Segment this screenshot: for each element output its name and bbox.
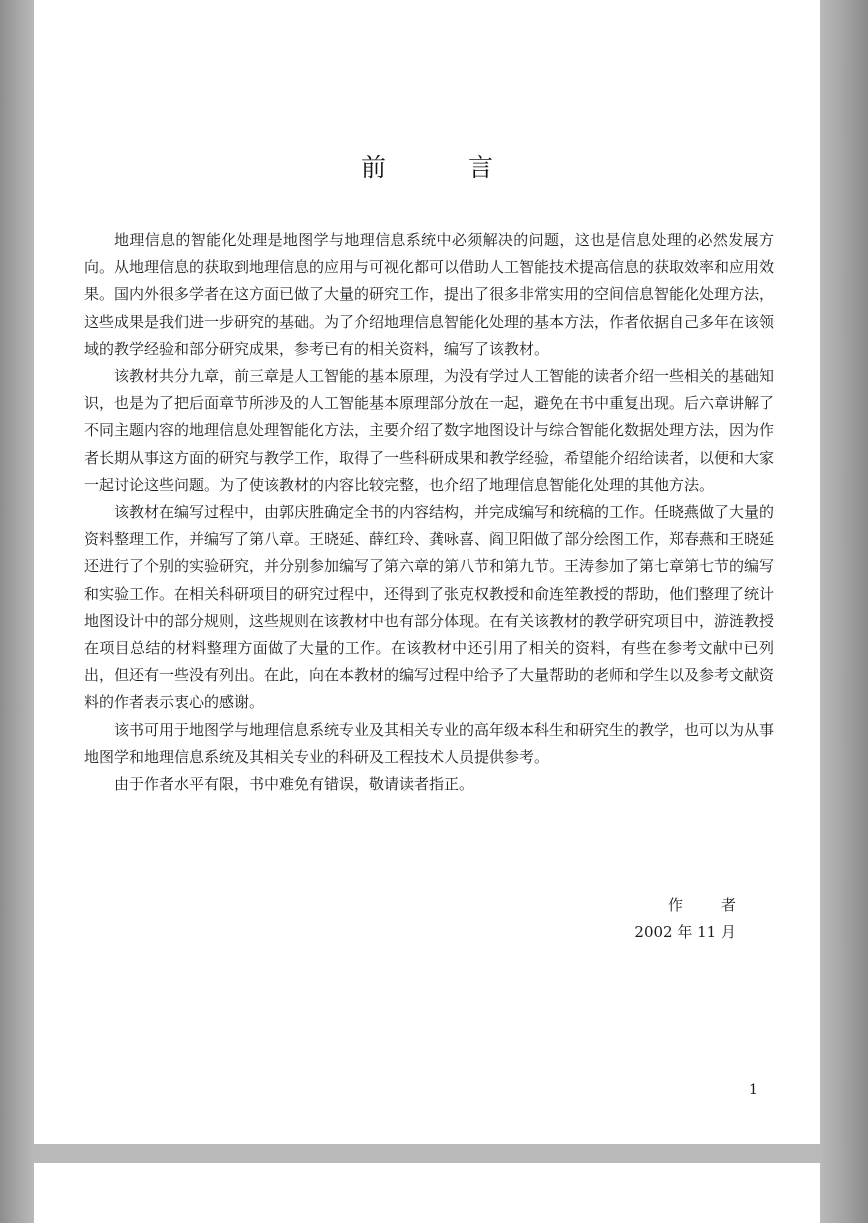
page-number: 1	[749, 1082, 758, 1098]
next-page-edge	[34, 1163, 820, 1223]
preface-body	[84, 227, 774, 798]
signature-char-1: 作	[667, 896, 683, 914]
page-title	[34, 148, 820, 184]
paragraph-3: 该教材在编写过程中，由郭庆胜确定全书的内容结构，并完成编写和统稿的工作。任晓燕做了大量的资料整理工作，并编写了第八章。王晓延、薛红玲、龚咏喜、阎卫阳做了部分绘图工作，郑春燕和王晓延还进行了个别的实验研究，并分别参加编写了第六章的第八节和第九节。王涛参加了第七章第七节的编写和实验工作。在相关科研项目的研究过程中，还得到了张克权教授和俞连笙教授的帮助，他们整理了统计地图设计中的部分规则，这些规则在该教材中也有部分体现。在有关该教材的教学研究项目中，游涟教授在项目总结的材料整理方面做了大量的工作。在该教材中还引用了相关的资料，有些在参考文献中已列出，但还有一些没有列出。在此，向在本教材的编写过程中给予了大量帮助的老师和学生以及参考文献资料的作者表示衷心的感谢。	[84, 503, 775, 712]
signature-author	[634, 892, 736, 919]
title-char-2: 言	[468, 153, 494, 182]
document-page	[34, 0, 820, 1144]
signature-block	[634, 892, 736, 946]
signature-char-2: 者	[720, 896, 736, 914]
title-char-1: 前	[360, 153, 386, 182]
signature-date: 2002 年 11 月	[634, 923, 736, 941]
paragraph-4: 该书可用于地图学与地理信息系统专业及其相关专业的高年级本科生和研究生的教学，也可以为从事地图学和地理信息系统及其相关专业的科研及工程技术人员提供参考。	[84, 720, 775, 766]
paragraph-1: 地理信息的智能化处理是地图学与地理信息系统中必须解决的问题，这也是信息处理的必然发展方向。从地理信息的获取到地理信息的应用与可视化都可以借助人工智能技术提高信息的获取效率和应用效果。国内外很多学者在这方面已做了大量的研究工作，提出了很多非常实用的空间信息智能化处理方法，这些成果是我们进一步研究的基础。为了介绍地理信息智能化处理的基本方法，作者依据自己多年在该领域的教学经验和部分研究成果，参考已有的相关资料，编写了该教材。	[84, 231, 775, 358]
paragraph-2: 该教材共分九章，前三章是人工智能的基本原理，为没有学过人工智能的读者介绍一些相关的基础知识，也是为了把后面章节所涉及的人工智能基本原理部分放在一起，避免在书中重复出现。后六章讲解了不同主题内容的地理信息处理智能化方法，主要介绍了数字地图设计与综合智能化数据处理方法，因为作者长期从事这方面的研究与教学工作，取得了一些科研成果和教学经验，希望能介绍给读者，以便和大家一起讨论这些问题。为了使该教材的内容比较完整，也介绍了地理信息智能化处理的其他方法。	[84, 367, 775, 494]
paragraph-5: 由于作者水平有限，书中难免有错误，敬请读者指正。	[114, 775, 475, 794]
